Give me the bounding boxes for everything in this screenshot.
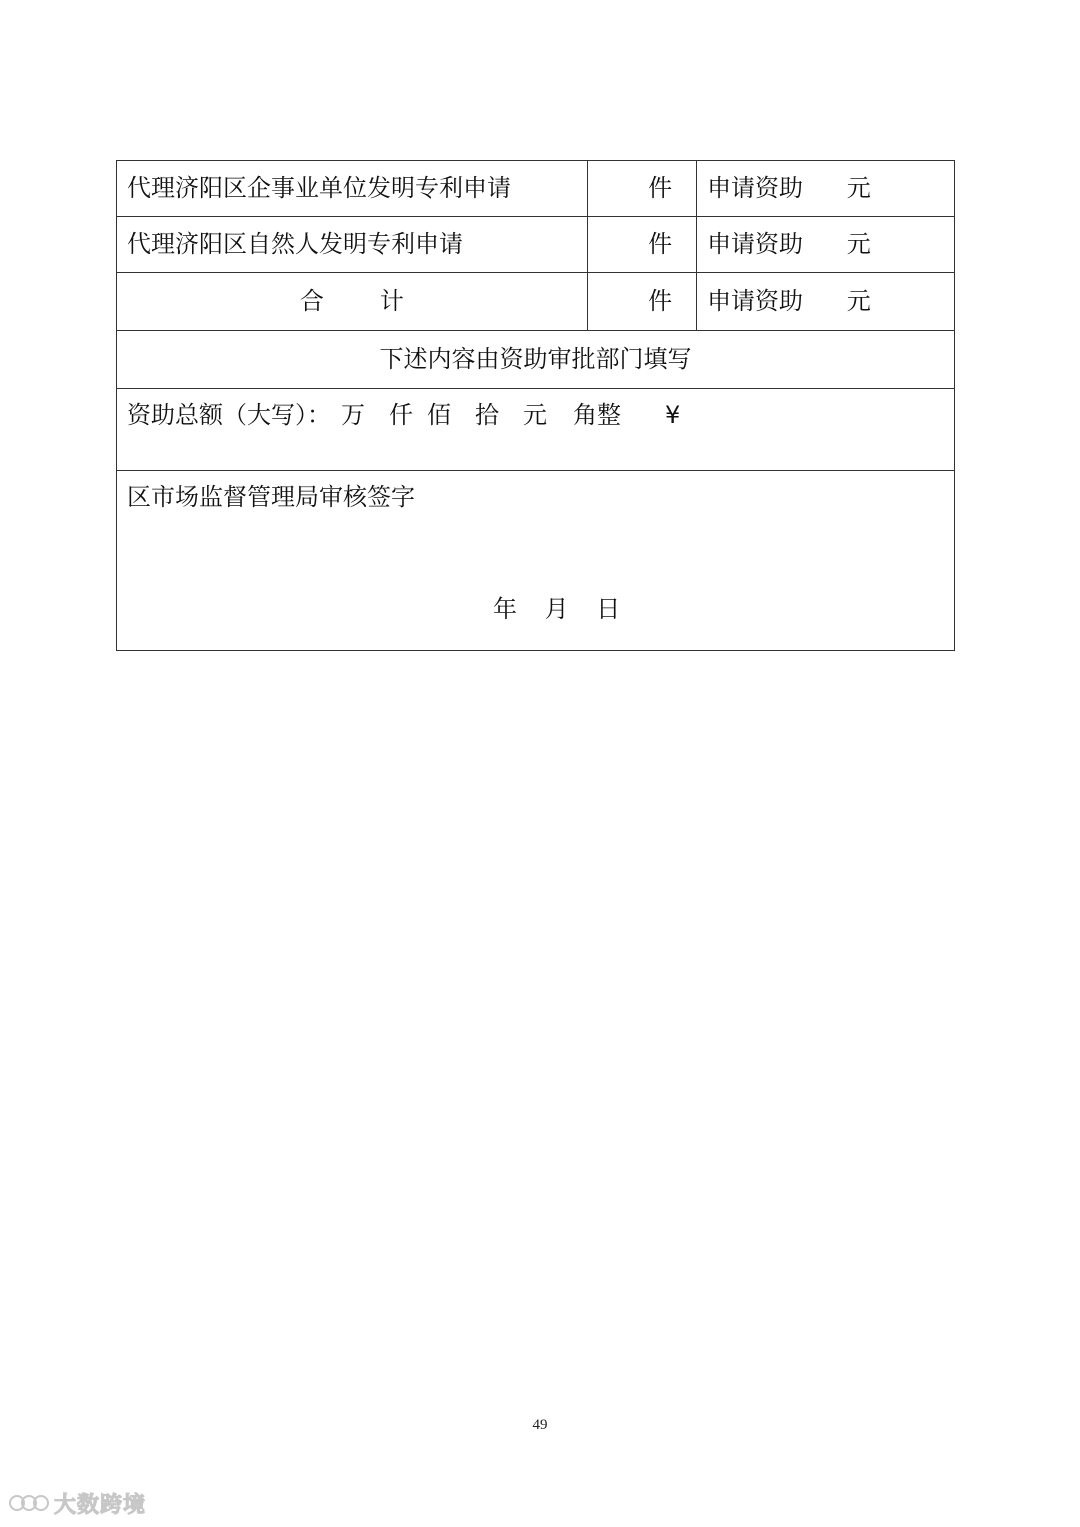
signature-label: 区市场监督管理局审核签字 — [127, 483, 415, 511]
funding-field[interactable] — [697, 161, 955, 217]
amount-unit-bai: 佰 — [427, 401, 451, 429]
table-row — [117, 161, 955, 217]
amount-unit-shi: 拾 — [475, 401, 499, 429]
amount-label: 资助总额（大写）： — [127, 401, 331, 429]
count-field[interactable] — [587, 217, 696, 273]
date-day: 日 — [596, 595, 621, 623]
total-label-part1: 合 — [299, 287, 324, 316]
row-label: 代理济阳区企事业单位发明专利申请 — [117, 161, 588, 217]
table-row — [117, 217, 955, 273]
total-count-field[interactable] — [587, 273, 696, 331]
total-label-part2: 计 — [379, 287, 404, 316]
watermark — [8, 1488, 146, 1518]
funding-unit: 元 — [846, 174, 871, 203]
amount-row — [117, 389, 955, 471]
amount-field[interactable] — [117, 389, 955, 471]
watermark-logo-icon — [8, 1490, 50, 1516]
count-unit: 件 — [648, 230, 673, 259]
count-field[interactable] — [587, 161, 696, 217]
funding-application-table — [116, 160, 955, 651]
date-month: 月 — [544, 595, 569, 623]
total-funding-field[interactable] — [697, 273, 955, 331]
amount-unit-qian: 仟 — [389, 401, 413, 429]
count-unit: 件 — [648, 287, 673, 316]
section-title: 下述内容由资助审批部门填写 — [117, 331, 955, 389]
funding-field[interactable] — [697, 217, 955, 273]
section-header-row — [117, 331, 955, 389]
amount-unit-wan: 万 — [341, 401, 365, 429]
funding-unit: 元 — [846, 230, 871, 259]
currency-symbol: ¥ — [665, 401, 681, 429]
watermark-text: 大数跨境 — [54, 1492, 147, 1518]
row-label: 代理济阳区自然人发明专利申请 — [117, 217, 588, 273]
total-label — [117, 273, 588, 331]
signature-field[interactable] — [117, 471, 955, 651]
count-unit: 件 — [648, 174, 673, 203]
signature-date — [493, 595, 640, 624]
funding-unit: 元 — [846, 287, 871, 316]
total-row — [117, 273, 955, 331]
amount-unit-jiao: 角整 — [573, 401, 621, 429]
date-year: 年 — [493, 595, 517, 623]
page-number: 49 — [532, 1417, 548, 1433]
funding-label: 申请资助 — [707, 287, 804, 316]
signature-row — [117, 471, 955, 651]
amount-unit-yuan: 元 — [523, 401, 547, 429]
funding-label: 申请资助 — [707, 174, 804, 203]
funding-label: 申请资助 — [707, 230, 804, 259]
